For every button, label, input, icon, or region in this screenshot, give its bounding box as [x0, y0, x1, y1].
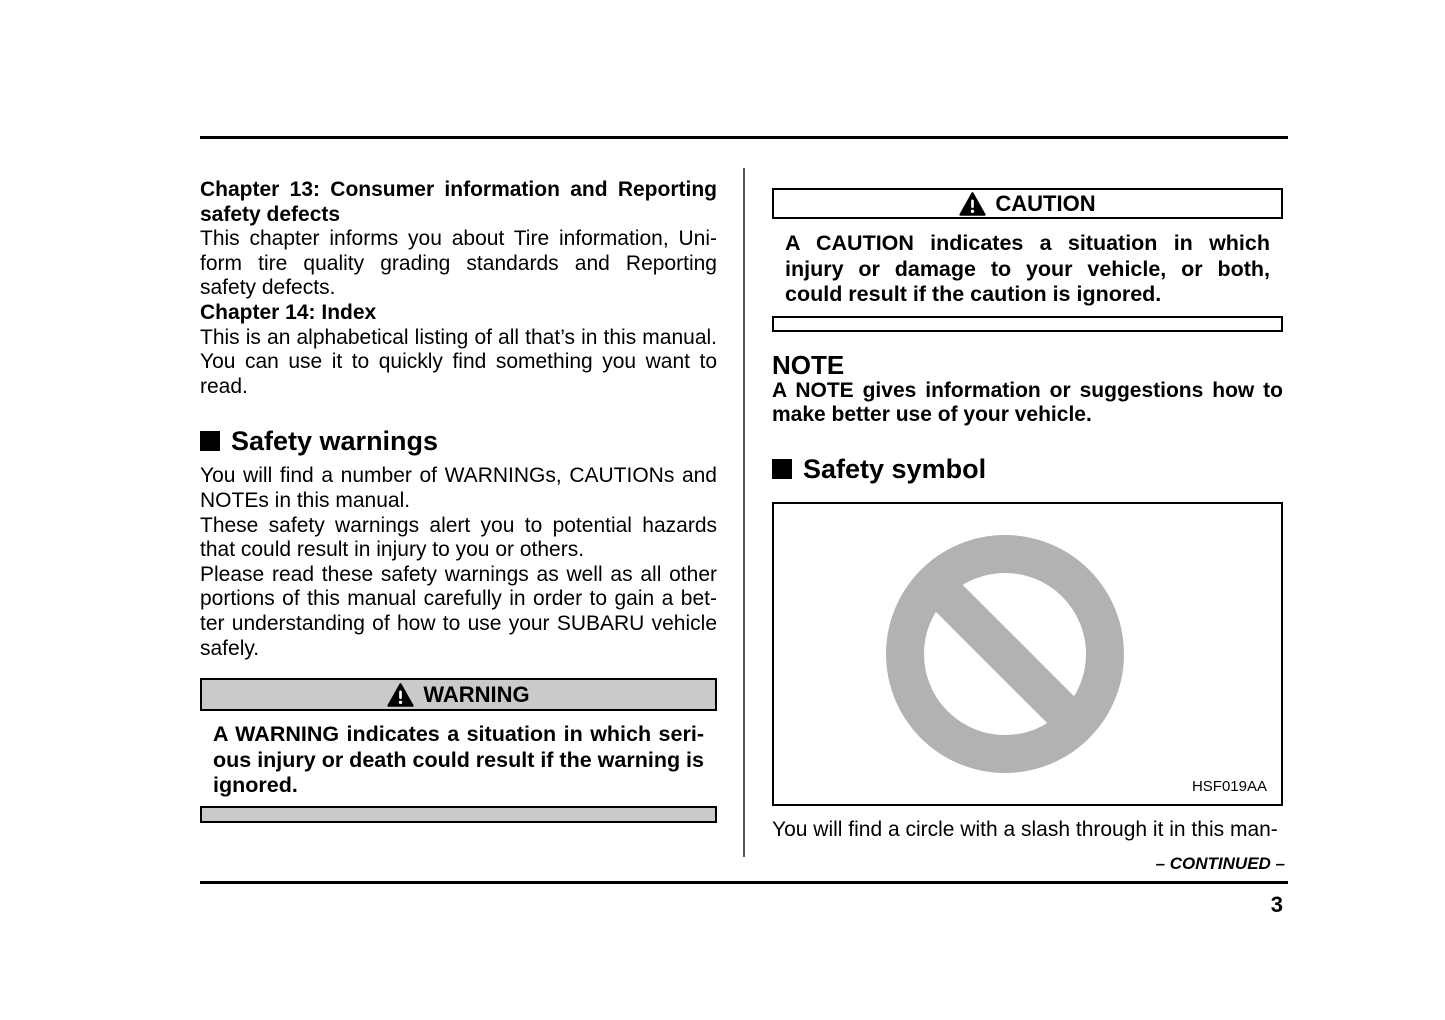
- caution-title: CAUTION: [995, 190, 1096, 216]
- right-column: [772, 188, 1283, 842]
- note-body: A NOTE gives information or suggestions how to make better use of your vehicle.: [772, 378, 1283, 427]
- black-square-bullet-icon: [772, 459, 792, 479]
- safety-symbol-heading-label: Safety symbol: [803, 453, 987, 484]
- chapter-13-title: Chapter 13: Consumer information and Reporting safety defects: [200, 178, 717, 226]
- warning-box-closing-bar: [200, 806, 717, 823]
- caution-box-header: [772, 188, 1283, 219]
- bottom-rule: [200, 881, 1288, 884]
- safety-symbol-figure: [772, 502, 1283, 806]
- chapter-14-body: This is an alphabetical listing of all that’s in this manual. You can use it to quickly find something you want to read.: [200, 325, 717, 398]
- note-heading: NOTE: [772, 349, 845, 380]
- figure-caption: You will find a circle with a slash through it in this man-: [772, 817, 1278, 841]
- paragraph: Please read these safety warnings as well as all other portions of this manual carefully in order to gain a better understanding of how to use your SUBARU vehicle safely.: [200, 562, 717, 660]
- warning-box-header: [200, 678, 717, 711]
- warning-body: A WARNING indicates a situation in which serious injury or death could result if the warning is ignored.: [213, 722, 704, 798]
- figure-code-label: HSF019AA: [1191, 777, 1267, 795]
- caution-box-closing-bar: [772, 316, 1283, 332]
- paragraph: These safety warnings alert you to potential hazards that could result in injury to you or others.: [200, 513, 717, 562]
- column-divider: [743, 168, 745, 857]
- safety-warnings-heading-label: Safety warnings: [231, 426, 439, 457]
- safety-warnings-heading: [200, 426, 717, 456]
- chapter-13-body: This chapter informs you about Tire information, Uniform tire quality grading standards and Reporting safety defects.: [200, 227, 717, 300]
- caution-body: A CAUTION indicates a situation in which injury or damage to your vehicle, or both, could result if the caution is ignored.: [785, 231, 1270, 306]
- chapter-14-title: Chapter 14: Index: [200, 300, 377, 324]
- warning-triangle-icon: [959, 192, 986, 216]
- no-entry-prohibition-icon: [885, 534, 1125, 774]
- continued-label: – CONTINUED –: [1155, 854, 1285, 873]
- warning-triangle-icon: [387, 683, 414, 707]
- warning-title: WARNING: [423, 681, 530, 707]
- top-rule: [200, 136, 1288, 139]
- paragraph: You will find a number of WARNINGs, CAUTIONs and NOTEs in this manual.: [200, 464, 717, 512]
- safety-symbol-heading: [772, 454, 1283, 484]
- left-column: [200, 178, 717, 823]
- page-number: 3: [1270, 892, 1283, 917]
- black-square-bullet-icon: [200, 431, 220, 451]
